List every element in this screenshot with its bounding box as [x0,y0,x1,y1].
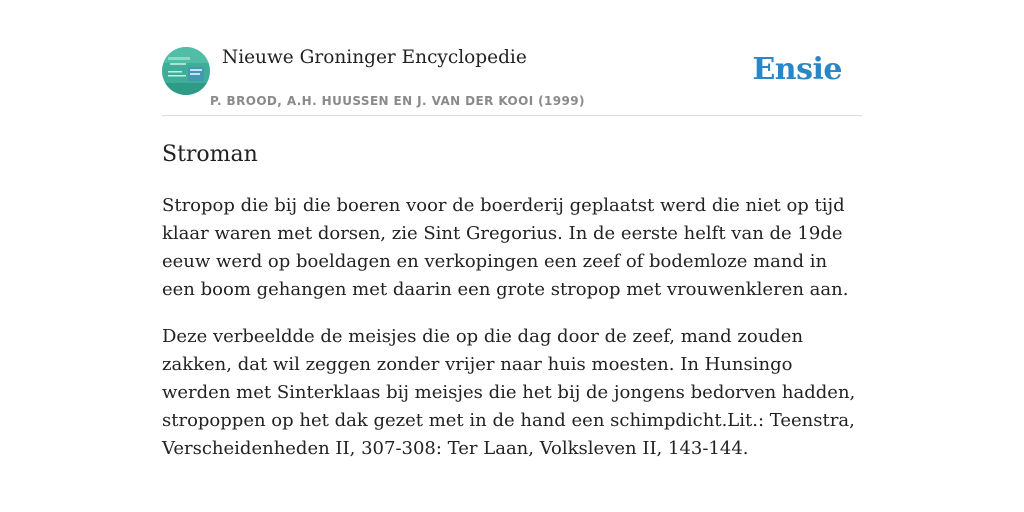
article-headword: Stroman [162,142,258,167]
encyclopedia-cover-icon[interactable] [162,47,210,95]
article-card [162,0,862,459]
source-authors: P. BROOD, A.H. HUUSSEN EN J. VAN DER KOOI (1999) [210,94,585,108]
source-title[interactable]: Nieuwe Groninger Encyclopedie [222,47,527,68]
article-paragraph: Stropop die bij die boeren voor de boerderij geplaatst werd die niet op tijd klaar waren met dorsen, zie Sint Gregorius. In de eerste helft van de 19de eeuw werd op boeldagen en verkopingen een zeef of bodemloze mand in een boom gehangen met daarin een grote stropop met vrouwenkleren aan. [162,195,849,300]
ensie-logo[interactable]: Ensie [752,52,842,87]
article-paragraph: Deze verbeeldde de meisjes die op die dag door de zeef, mand zouden zakken, dat wil zeggen zonder vrijer naar huis moesten. In Hunsingo werden met Sinterklaas bij meisjes die het bij de jongens bedorven hadden, stropoppen op het dak gezet met in de hand een schimpdicht.Lit.: Teenstra, Verscheidenheden II, 307-308: Ter Laan, Volksleven II, 143-144. [162,326,856,459]
article-body [162,192,862,482]
source-header [162,0,862,116]
